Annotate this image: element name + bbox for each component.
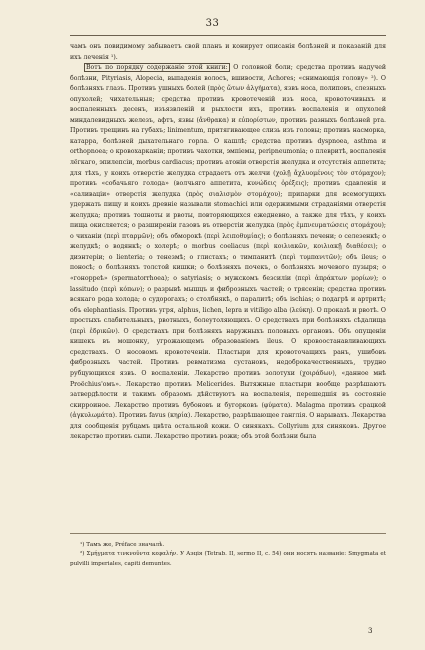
intro-paragraph: чамъ онъ повидимому забываетъ свой планъ и конирует описанія болѣзней и показаній для ихъ леченія ¹). xyxy=(70,43,386,61)
footnote-1: ¹) Тамъ же, Préface значалѣ. xyxy=(80,542,165,548)
header-rule xyxy=(70,35,386,36)
page-number: 33 xyxy=(205,18,220,29)
content-paragraph xyxy=(70,63,386,443)
contents-heading: Вотъ по порядку содержаніе этой книги: xyxy=(86,64,228,72)
contents-text: О головной боли; средства противъ надучей болѣзни, Pityriasis, Alopecia, выпаденія волосъ, вшивости, Achores; «снимающія голову» ²). О болѣзняхъ глазъ. Противъ ушныхъ болей (πρὸς ὤτων ἀλγήματα), язвъ носа, полиповъ, слезныхъ опухолей; чихательныя; средства противъ кровотеченій изъ носа, кровоточивыхъ и воспаленныхъ десенъ, изъязвленій и рыхлости ихъ, противъ воспаленія и опухолей миндалевидныхъ железъ, афтъ, язвы (ἄνθρακα) и εὐπορίστων, противъ разныхъ болѣзней рта. Противъ трещинъ на губахъ; linimentum, притягивающее слизь изъ головы; противъ насморка, катарра, болѣзней дыхательнаго горла. О кашлѣ; средства противъ dyspnoea, asthma и orthopnoea; о кровохарканіи; противъ чахотки, эмпіемы, peripneumonia; о плевритѣ, воспаленія лёгкаго, эпилепсіи, morbus cardiacus; противъ атоніи отверстія желудка и отсутствія аппетита; для тѣхъ, у коихъ отверстіе желудка страдаетъ отъ желчи (χολῇ ἄχλυομένοις τὸν στόμαχον); противъ «собачьяго голода» (волчьяго аппетита, κυνώδεις ὀρέξεις); противъ сдавленія и «саливаціи» отверстія желудка (πρὸς σιαλισμὸν στομάχου); припарки для всемогущихъ удержать пищу и коихъ древніе называли stomachici или одержимыми страданіями отверстія желудка; противъ тошноты и рвоты, повторяющихся ежедневно, а также для тѣхъ, у коихъ пища окисляется; о разширеніи газовъ въ отверстіи желудка (πρὸς ἐμπνευματώσεις στομάχου); о чиханіи (περὶ πταρμῶν); объ обморокѣ (περὶ λειποθυμίας); о болѣзняхъ печени; о селезенкѣ; о желудкѣ; о водянкѣ; о холерѣ; о morbus coeliacus (περὶ κοιλιακῶν, κοιλιακῇ διαθέσει); о диэнтеріи; о lienteria; о тенезмѣ; о глистахъ; о тимпанитѣ (περὶ τυμπανιτῶν); объ ileus; о поносѣ; о болѣзняхъ толстой кишки; о болѣзняхъ почекъ, о болѣзняхъ мочевого пузыря; о «гонорреѣ» (spermatorrhoea); о satyriasis; о мужскомъ безсиліи (περὶ ἀπράκτων μορίων); о lassitudo (περὶ κόπων); о разрывѣ мышцъ и фиброзныхъ частей; о трясеніи; средства противъ всякаго рода холода; о судорогахъ; о столбнякѣ, о паралитѣ; объ ischias; о подагрѣ и артритѣ; объ elephantiasis. Противъ угря, alphus, lichen, lepra и vitiligo alba (λεύκη). О проказѣ и рвотѣ. О простыхъ слабительныхъ, рвотныхъ, болеутоляющихъ. О средствахъ при болѣзняхъ сѣдалища (περὶ ἑδρικῶν). О средствахъ при болѣзняхъ наружныхъ половыхъ органовъ. Объ опущеніи кишекъ въ мошонку, угрожающемъ образованіемъ ileus. О кровоостанавливающихъ средствахъ. О носовомъ кровотеченіи. Пластыри для кровоточащихъ ранъ, ушибовъ фиброзныхъ частей. Противъ ревматизма сустановъ, недоброкачественныхъ, трудно рубцующихся язвъ. О воспаленіи. Лекарство противъ золотухи (χοιράδων), «данное мнѣ Proëchius'омъ». Лекарство противъ Meliceridеs. Вытяжные пластыри вообще разрѣшаютъ затвердѣлости и такимъ образомъ дѣйствуютъ на воспаленія, перешедшія въ состояніе скирроиное. Лекарство противъ бубоновъ и бугорковъ (φύματα). Malagma противъ срацкой (ἀγκυλωμάτα). Противъ favus (κηρία). Лекарство, разрѣшающее ганглія. О нарывахъ. Лекарства для сообщенія рубцамъ цвѣта остальной кожи. О синякахъ. Collyrium для синяковъ. Другое лекарство противъ сыпи. Лекарство противъ рожи; объ этой болѣзни была xyxy=(70,64,386,441)
footnote-2: ²) Σμήγματα τινκνοῦντα κεφαλήν. У Аэція (Tetrab. II, sermo II, c. 54) они носятъ названіе: Smygmata et pulvilli imperiales, capiti demuntes. xyxy=(70,551,386,567)
footnote-rule xyxy=(70,533,386,534)
signature-mark: 3 xyxy=(368,627,373,635)
footnotes xyxy=(70,541,386,569)
body-text xyxy=(70,42,386,443)
